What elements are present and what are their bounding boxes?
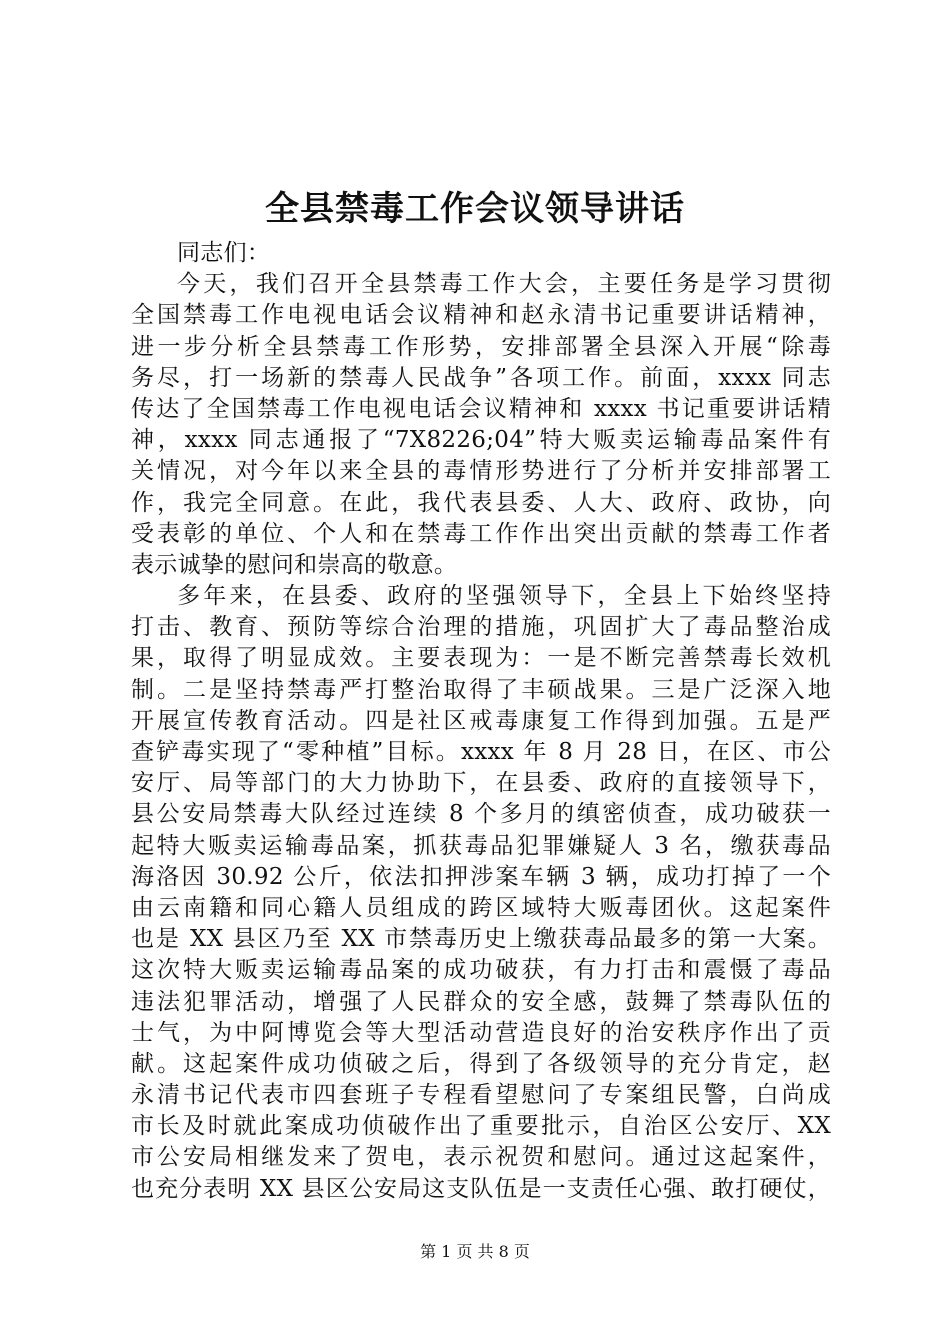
- text-line: 作，我完全同意。在此，我代表县委、人大、政府、政协，向: [131, 489, 831, 516]
- text-line: 海洛因 30.92 公斤，依法扣押涉案车辆 3 辆，成功打掉了一个: [131, 863, 831, 890]
- text-line: 违法犯罪活动，增强了人民群众的安全感，鼓舞了禁毒队伍的: [131, 988, 831, 1015]
- page-number-footer: 第 1 页 共 8 页: [420, 1242, 530, 1261]
- text-line: 安厅、局等部门的大力协助下，在县委、政府的直接领导下，: [131, 770, 831, 797]
- text-line: 今天，我们召开全县禁毒工作大会，主要任务是学习贯彻: [177, 271, 831, 298]
- text-line: 打击、教育、预防等综合治理的措施，巩固扩大了毒品整治成: [131, 614, 831, 641]
- text-line: 进一步分析全县禁毒工作形势，安排部署全县深入开展“除毒: [131, 333, 831, 360]
- text-line: 起特大贩卖运输毒品案，抓获毒品犯罪嫌疑人 3 名，缴获毒品: [131, 832, 831, 859]
- text-line: 市公安局相继发来了贺电，表示祝贺和慰问。通过这起案件，: [131, 1144, 831, 1171]
- text-line: 多年来，在县委、政府的坚强领导下，全县上下始终坚持: [177, 583, 831, 610]
- text-line: 表示诚挚的慰问和崇高的敬意。: [131, 551, 458, 578]
- text-line: 神，xxxx 同志通报了“7X8226;04”特大贩卖运输毒品案件有: [131, 427, 831, 454]
- text-line: 县公安局禁毒大队经过连续 8 个多月的缜密侦查，成功破获一: [131, 801, 831, 828]
- text-line: 这次特大贩卖运输毒品案的成功破获，有力打击和震慑了毒品: [131, 957, 831, 984]
- document-title: 全县禁毒工作会议领导讲话: [265, 189, 685, 229]
- text-line: 果，取得了明显成效。主要表现为：一是不断完善禁毒长效机: [131, 645, 831, 672]
- text-line: 永清书记代表市四套班子专程看望慰问了专案组民警，白尚成: [131, 1082, 831, 1109]
- text-line: 务尽，打一场新的禁毒人民战争”各项工作。前面，xxxx 同志: [131, 364, 831, 391]
- text-line: 市长及时就此案成功侦破作出了重要批示，自治区公安厅、XX: [131, 1113, 831, 1140]
- text-line: 也是 XX 县区乃至 XX 市禁毒历史上缴获毒品最多的第一大案。: [131, 926, 831, 953]
- text-line: 由云南籍和同心籍人员组成的跨区域特大贩毒团伙。这起案件: [131, 894, 831, 921]
- text-line: 也充分表明 XX 县区公安局这支队伍是一支责任心强、敢打硬仗，: [131, 1175, 831, 1202]
- text-line: 献。这起案件成功侦破之后，得到了各级领导的充分肯定，赵: [131, 1050, 831, 1077]
- text-line: 查铲毒实现了“零种植”目标。xxxx 年 8 月 28 日，在区、市公: [131, 739, 831, 765]
- text-line: 传达了全国禁毒工作电视电话会议精神和 xxxx 书记重要讲话精: [131, 395, 831, 422]
- text-line: 受表彰的单位、个人和在禁毒工作作出突出贡献的禁毒工作者: [131, 520, 831, 547]
- text-line: 全国禁毒工作电视电话会议精神和赵永清书记重要讲话精神，: [131, 302, 831, 329]
- text-line: 开展宣传教育活动。四是社区戒毒康复工作得到加强。五是严: [131, 707, 831, 734]
- salutation: 同志们：: [177, 240, 271, 266]
- text-line: 士气，为中阿博览会等大型活动营造良好的治安秩序作出了贡: [131, 1019, 831, 1046]
- document-body: [131, 238, 831, 1205]
- text-line: 制。二是坚持禁毒严打整治取得了丰硕战果。三是广泛深入地: [131, 676, 831, 703]
- text-line: 关情况，对今年以来全县的毒情形势进行了分析并安排部署工: [131, 458, 831, 485]
